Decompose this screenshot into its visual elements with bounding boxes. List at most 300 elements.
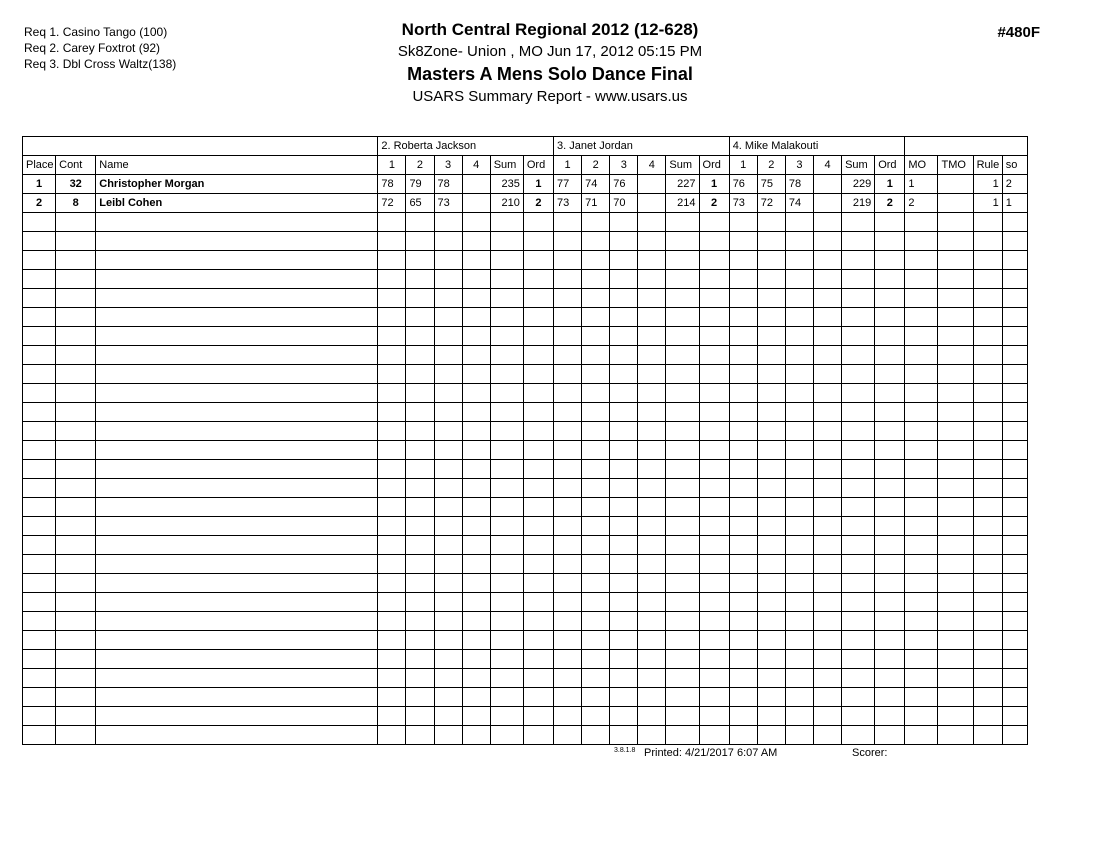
empty-cell [610,422,638,441]
empty-cell [406,669,434,688]
empty-cell [23,612,56,631]
empty-cell [973,422,1002,441]
empty-cell [938,593,973,612]
empty-cell [757,251,785,270]
cell-name: Christopher Morgan [96,175,378,194]
empty-cell [729,308,757,327]
empty-cell [938,251,973,270]
empty-cell [699,441,729,460]
header-judge2-2: 2 [582,156,610,175]
empty-cell [638,327,666,346]
table-row [23,175,1028,194]
empty-cell [462,384,490,403]
empty-cell [729,593,757,612]
empty-cell [96,289,378,308]
empty-cell [666,517,699,536]
empty-cell [905,726,938,745]
empty-cell [490,441,523,460]
empty-cell [1002,650,1027,669]
empty-cell [96,251,378,270]
empty-cell [406,232,434,251]
empty-cell [729,384,757,403]
empty-cell [406,479,434,498]
empty-cell [875,270,905,289]
empty-cell [490,593,523,612]
empty-cell [905,289,938,308]
empty-cell [938,498,973,517]
empty-cell [666,612,699,631]
cell-cont: 32 [56,175,96,194]
empty-cell [582,631,610,650]
empty-cell [554,270,582,289]
empty-cell [56,593,96,612]
cell-judge3-score: 72 [757,194,785,213]
empty-cell [875,289,905,308]
empty-cell [462,536,490,555]
empty-cell [554,688,582,707]
empty-cell [434,270,462,289]
empty-cell [666,403,699,422]
cell-tmo [938,194,973,213]
empty-cell [434,593,462,612]
empty-cell [785,232,813,251]
empty-cell [905,650,938,669]
empty-cell [462,650,490,669]
empty-cell [813,688,841,707]
empty-cell [523,650,553,669]
empty-cell [610,479,638,498]
empty-cell [973,669,1002,688]
empty-cell [56,574,96,593]
empty-cell [406,688,434,707]
empty-cell [905,308,938,327]
cell-judge3-score: 73 [729,194,757,213]
empty-cell [666,308,699,327]
empty-cell [406,650,434,669]
empty-cell [406,403,434,422]
empty-cell [638,479,666,498]
empty-cell [638,669,666,688]
empty-cell [785,612,813,631]
empty-cell [699,536,729,555]
empty-cell [699,726,729,745]
empty-cell [610,365,638,384]
empty-cell [1002,631,1027,650]
empty-cell [23,403,56,422]
empty-cell [938,555,973,574]
empty-cell [23,669,56,688]
empty-cell [490,650,523,669]
empty-cell [813,384,841,403]
empty-cell [582,213,610,232]
form-code: #480F [997,24,1040,41]
empty-cell [757,327,785,346]
empty-cell [406,612,434,631]
empty-cell [813,346,841,365]
empty-cell [842,403,875,422]
cell-judge2-score [638,194,666,213]
empty-cell [462,479,490,498]
empty-cell [973,289,1002,308]
empty-row [23,536,1028,555]
empty-cell [757,707,785,726]
empty-cell [554,289,582,308]
empty-cell [378,726,406,745]
report-footer [22,745,1028,765]
empty-cell [938,707,973,726]
empty-cell [582,612,610,631]
empty-cell [938,726,973,745]
empty-cell [96,536,378,555]
empty-cell [905,479,938,498]
empty-cell [610,403,638,422]
empty-cell [490,308,523,327]
empty-cell [582,650,610,669]
empty-row [23,384,1028,403]
empty-cell [23,232,56,251]
empty-cell [582,669,610,688]
empty-cell [23,384,56,403]
empty-cell [610,270,638,289]
empty-cell [462,422,490,441]
empty-cell [23,707,56,726]
header-judge1-2: 2 [406,156,434,175]
empty-cell [699,631,729,650]
empty-cell [938,479,973,498]
cell-so: 1 [1002,194,1027,213]
header-judge2-ord: Ord [699,156,729,175]
empty-cell [875,555,905,574]
empty-cell [406,270,434,289]
empty-cell [523,460,553,479]
cell-judge3-score: 78 [785,175,813,194]
empty-cell [757,289,785,308]
empty-cell [842,574,875,593]
empty-cell [813,289,841,308]
empty-cell [23,251,56,270]
empty-cell [813,498,841,517]
empty-cell [378,403,406,422]
empty-cell [938,327,973,346]
empty-cell [757,479,785,498]
empty-cell [813,403,841,422]
empty-cell [582,479,610,498]
empty-cell [434,213,462,232]
empty-cell [813,612,841,631]
empty-cell [638,365,666,384]
cell-rule: 1 [973,194,1002,213]
empty-cell [905,460,938,479]
empty-cell [523,289,553,308]
empty-cell [785,669,813,688]
empty-cell [699,612,729,631]
empty-cell [875,517,905,536]
header-judge1-3: 3 [434,156,462,175]
empty-cell [666,346,699,365]
empty-cell [785,403,813,422]
cell-judge2-sum: 214 [666,194,699,213]
empty-cell [610,593,638,612]
empty-cell [56,650,96,669]
empty-cell [813,536,841,555]
empty-cell [938,669,973,688]
empty-cell [462,365,490,384]
empty-cell [1002,346,1027,365]
empty-cell [434,479,462,498]
empty-cell [699,707,729,726]
empty-cell [406,555,434,574]
empty-cell [462,574,490,593]
empty-cell [523,327,553,346]
empty-cell [813,327,841,346]
empty-row [23,346,1028,365]
requirement-line: Req 1. Casino Tango (100) [24,25,168,39]
empty-cell [554,479,582,498]
empty-cell [813,308,841,327]
empty-cell [1002,536,1027,555]
cell-judge1-ord: 1 [523,175,553,194]
requirement-line: Req 3. Dbl Cross Waltz(138) [24,57,177,71]
empty-cell [638,498,666,517]
empty-cell [96,631,378,650]
empty-cell [757,650,785,669]
empty-cell [638,346,666,365]
empty-cell [56,365,96,384]
empty-cell [729,213,757,232]
empty-cell [638,422,666,441]
empty-cell [973,612,1002,631]
empty-cell [842,688,875,707]
empty-cell [973,517,1002,536]
empty-cell [554,346,582,365]
empty-cell [462,213,490,232]
empty-cell [23,327,56,346]
empty-cell [638,593,666,612]
header-judge3-sum: Sum [842,156,875,175]
empty-cell [905,270,938,289]
empty-cell [96,384,378,403]
cell-judge2-sum: 227 [666,175,699,194]
empty-cell [973,384,1002,403]
empty-cell [699,403,729,422]
empty-cell [406,213,434,232]
empty-cell [490,726,523,745]
empty-cell [378,536,406,555]
empty-cell [490,213,523,232]
judge-header-spacer [23,137,378,156]
empty-cell [875,422,905,441]
empty-cell [905,327,938,346]
empty-cell [434,498,462,517]
empty-cell [973,574,1002,593]
cell-judge2-score: 77 [554,175,582,194]
empty-cell [842,726,875,745]
empty-cell [554,384,582,403]
empty-cell [813,631,841,650]
empty-cell [813,251,841,270]
empty-cell [610,669,638,688]
empty-cell [96,517,378,536]
judge-name: 2. Roberta Jackson [378,137,554,156]
empty-cell [973,365,1002,384]
empty-cell [905,517,938,536]
empty-cell [875,365,905,384]
empty-cell [785,289,813,308]
empty-cell [434,308,462,327]
empty-cell [785,574,813,593]
empty-cell [638,631,666,650]
empty-cell [56,536,96,555]
empty-cell [56,517,96,536]
empty-cell [610,612,638,631]
header-name: Name [96,156,378,175]
cell-place: 2 [23,194,56,213]
empty-cell [406,422,434,441]
empty-cell [582,384,610,403]
empty-cell [582,555,610,574]
empty-cell [813,593,841,612]
empty-cell [523,365,553,384]
judge-name: 3. Janet Jordan [554,137,730,156]
empty-cell [785,327,813,346]
empty-cell [406,251,434,270]
empty-cell [554,441,582,460]
empty-cell [406,593,434,612]
empty-cell [938,631,973,650]
empty-cell [699,555,729,574]
empty-cell [434,346,462,365]
header-mo: MO [905,156,938,175]
empty-row [23,707,1028,726]
empty-cell [813,707,841,726]
empty-cell [757,726,785,745]
empty-cell [610,460,638,479]
header-judge2-sum: Sum [666,156,699,175]
empty-cell [378,460,406,479]
empty-cell [729,688,757,707]
empty-cell [842,593,875,612]
empty-cell [462,251,490,270]
empty-cell [905,346,938,365]
empty-row [23,460,1028,479]
empty-cell [523,441,553,460]
empty-cell [666,232,699,251]
empty-cell [434,365,462,384]
empty-cell [666,631,699,650]
empty-cell [56,308,96,327]
empty-cell [973,441,1002,460]
empty-cell [406,536,434,555]
empty-cell [638,555,666,574]
empty-cell [523,422,553,441]
empty-cell [56,213,96,232]
empty-cell [523,707,553,726]
empty-cell [1002,308,1027,327]
empty-cell [973,536,1002,555]
header-judge1-1: 1 [378,156,406,175]
cell-judge3-score [813,175,841,194]
empty-row [23,232,1028,251]
empty-cell [875,669,905,688]
empty-cell [842,232,875,251]
empty-cell [56,726,96,745]
empty-cell [699,251,729,270]
empty-cell [378,422,406,441]
empty-cell [757,232,785,251]
cell-rule: 1 [973,175,1002,194]
empty-cell [554,308,582,327]
empty-cell [875,650,905,669]
empty-cell [699,346,729,365]
empty-cell [610,707,638,726]
empty-cell [462,707,490,726]
header-tmo: TMO [938,156,973,175]
empty-cell [378,612,406,631]
empty-cell [462,403,490,422]
empty-cell [96,441,378,460]
empty-cell [638,536,666,555]
empty-cell [638,289,666,308]
empty-cell [523,593,553,612]
empty-cell [523,669,553,688]
empty-cell [610,346,638,365]
empty-cell [729,669,757,688]
empty-cell [938,441,973,460]
empty-cell [96,726,378,745]
empty-cell [938,403,973,422]
empty-cell [1002,555,1027,574]
empty-cell [434,460,462,479]
empty-cell [666,536,699,555]
empty-cell [938,365,973,384]
empty-cell [729,479,757,498]
empty-cell [729,650,757,669]
empty-cell [638,213,666,232]
empty-row [23,726,1028,745]
empty-cell [523,479,553,498]
empty-cell [729,574,757,593]
empty-cell [938,213,973,232]
empty-cell [785,346,813,365]
empty-cell [582,422,610,441]
empty-cell [523,270,553,289]
empty-cell [875,726,905,745]
empty-cell [729,707,757,726]
empty-cell [905,232,938,251]
empty-cell [666,593,699,612]
empty-cell [842,555,875,574]
empty-cell [938,688,973,707]
empty-cell [973,308,1002,327]
scorer-label: Scorer: [852,747,888,759]
empty-row [23,517,1028,536]
empty-cell [666,650,699,669]
empty-row [23,593,1028,612]
empty-cell [666,574,699,593]
empty-cell [729,232,757,251]
empty-cell [842,308,875,327]
empty-cell [582,365,610,384]
empty-cell [610,726,638,745]
empty-cell [973,593,1002,612]
empty-cell [96,460,378,479]
empty-cell [378,574,406,593]
column-header-row [23,156,1028,175]
empty-cell [610,574,638,593]
empty-cell [842,289,875,308]
empty-cell [1002,327,1027,346]
empty-cell [938,536,973,555]
